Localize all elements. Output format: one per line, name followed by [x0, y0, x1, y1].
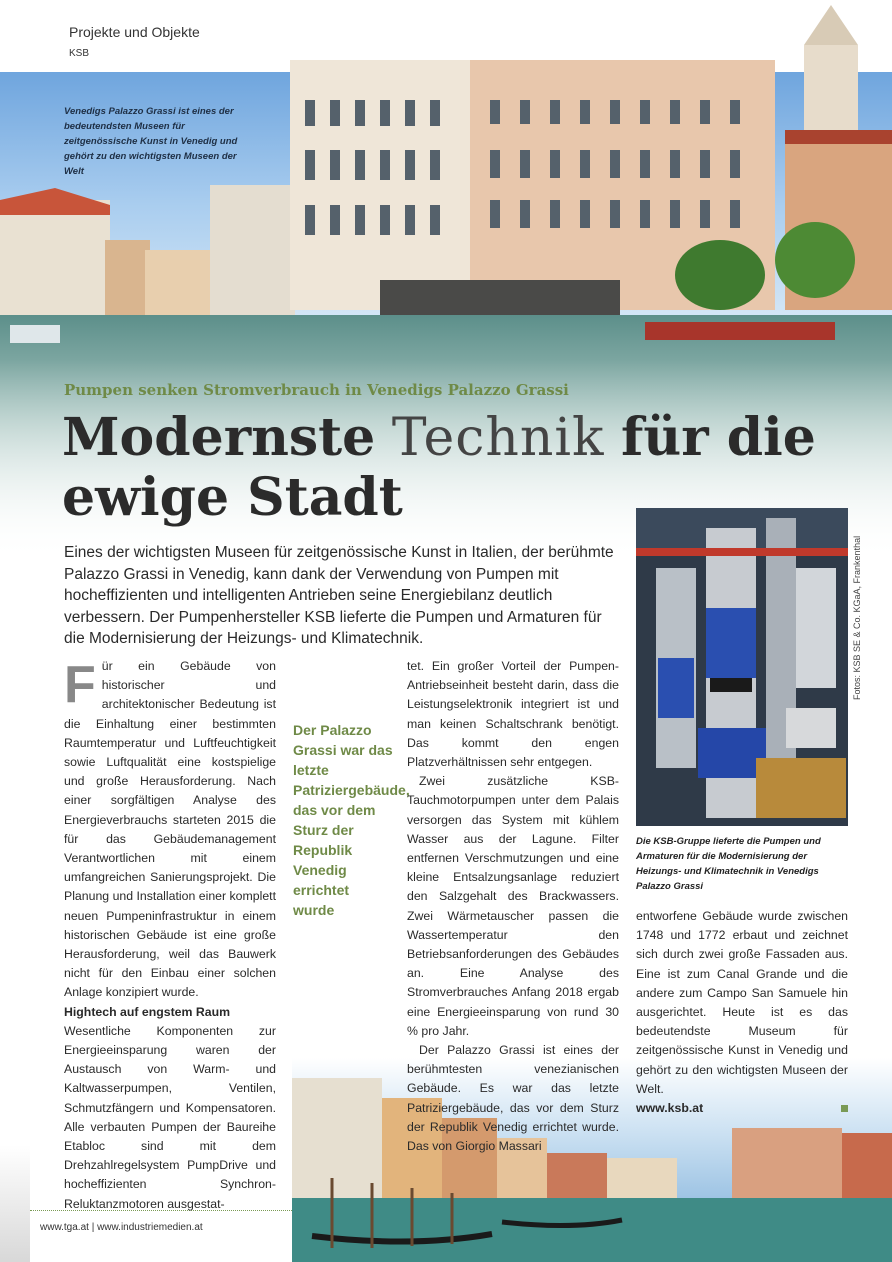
subheading: Hightech auf engstem Raum [64, 1004, 231, 1019]
footer-urls[interactable]: www.tga.at | www.industriemedien.at [40, 1222, 203, 1233]
body-column-1 [64, 657, 276, 1214]
photo-credit: Fotos: KSB SE & Co. KGaA, Frankenthal [852, 535, 862, 700]
pull-quote: Der Palazzo Grassi war das letzte Patriziergebäude, das vor dem Sturz der Republik Venedig errichtet wurde [293, 722, 410, 918]
kicker: Pumpen senken Stromverbrauch in Venedigs Palazzo Grassi [64, 381, 569, 399]
section-title: Projekte und Objekte [69, 24, 200, 40]
body-column-2 [407, 657, 619, 1156]
section-subtitle: KSB [69, 48, 90, 59]
pump-room-photo [636, 508, 848, 826]
paragraph-2: Wesentliche Komponenten zur Energieeinsparung waren der Austausch von Warm- und Kaltwasserpumpen, Ventilen, Schmutzfängern und Kompensatoren. Alle verbauten Pumpen der Baureihe Etabloc sind mit dem Drehzahlregelsystem PumpDrive und hocheffizienten Synchron-Reluktanzmotoren ausgestat- [64, 1023, 276, 1211]
website-link[interactable]: www.ksb.at [636, 1101, 704, 1116]
paragraph-4: Zwei zusätzliche KSB-Tauchmotorpumpen unter dem Palais versorgen das System mit kühlem Wasser aus der Lagune. Filter entfernen Verschmutzungen und eine kleine Entsalzungsanlage reduziert den Salzgehalt des Brackwassers. Zwei Wärmetauscher passen die Wassertemperatur den Betriebsanforderungen des Gebäudes an. Eine Analyse des Stromverbrauches Anfang 2018 ergab eine Energieeinsparung von rund 30 % pro Jahr. [407, 774, 619, 1038]
body-column-3 [636, 907, 848, 1118]
paragraph-1: ür ein Gebäude von historischer und architektonischer Bedeutung ist die Einhaltung einer bestimmten Raumtemperatur und Luftfeuchtigkeit sowie Luftqualität eine kostspielige und große Herausforderung. Nach einer sorgfältigen Analyse des Energieverbrauchs starteten 2015 die für das Gebäudemanagement Verantwortlichen mit einem umfangreichen Sanierungsprojekt. Die Planung und Installation einer komplett neuen Pumpeninfrastruktur in einem historischen Gebäude ist eine große Herausforderung, weil das Bauwerk nicht für den Einbau einer solchen Anlage konzipiert wurde. [64, 659, 276, 1000]
lead-paragraph: Eines der wichtigsten Museen für zeitgenössische Kunst in Italien, der berühmte Palazzo Grassi in Venedig, kann dank der Verwendung von Pumpen mit hocheffizienten und intelligenten Antrieben seine Energiebilanz deutlich verbessern. Der Pumpenhersteller KSB lieferte die Pumpen und Armaturen für die Modernisierung der Heizungs- und Klimatechnik. [64, 544, 614, 647]
hero-caption: Venedigs Palazzo Grassi ist eines der bedeutendsten Museen für zeitgenössische Kunst in Venedig und gehört zu den wichtigsten Museen der Welt [64, 106, 238, 177]
footer-shade [0, 1145, 30, 1262]
paragraph-6: entworfene Gebäude wurde zwischen 1748 und 1772 erbaut und zeichnet sich durch zwei große Fassaden aus. Eine ist zum Canal Grande und die andere zum Campo San Samuele hin ausgerichtet. Heute ist es das bedeutendste Museum für zeitgenössische Kunst in Venedig und gehört zu den wichtigsten Museen der Welt. [636, 909, 848, 1096]
headline-part4: ewige Stadt [62, 467, 403, 528]
headline-part2: Technik [391, 408, 605, 468]
paragraph-5: Der Palazzo Grassi ist eines der berühmtesten venezianischen Gebäude. Es war das letzte Patriziergebäude, das vor dem Sturz der Republik Venedig errichtet wurde. Das von Giorgio Massari [407, 1043, 619, 1154]
headline-part1: Modernste [62, 407, 376, 468]
dropcap: F [64, 656, 96, 714]
paragraph-3: tet. Ein großer Vorteil der Pumpen-Antriebseinheit besteht darin, dass die Leistungselektronik integriert ist und man keinen Schaltschrank benötigt. Das kommt den engen Platzverhältnissen sehr entgegen. [407, 659, 619, 770]
end-mark [841, 1105, 848, 1112]
headline-part3: für die [621, 407, 816, 468]
photo-caption: Die KSB-Gruppe lieferte die Pumpen und Armaturen für die Modernisierung der Heizungs- und Klimatechnik in Venedigs Palazzo Grassi [636, 836, 821, 892]
